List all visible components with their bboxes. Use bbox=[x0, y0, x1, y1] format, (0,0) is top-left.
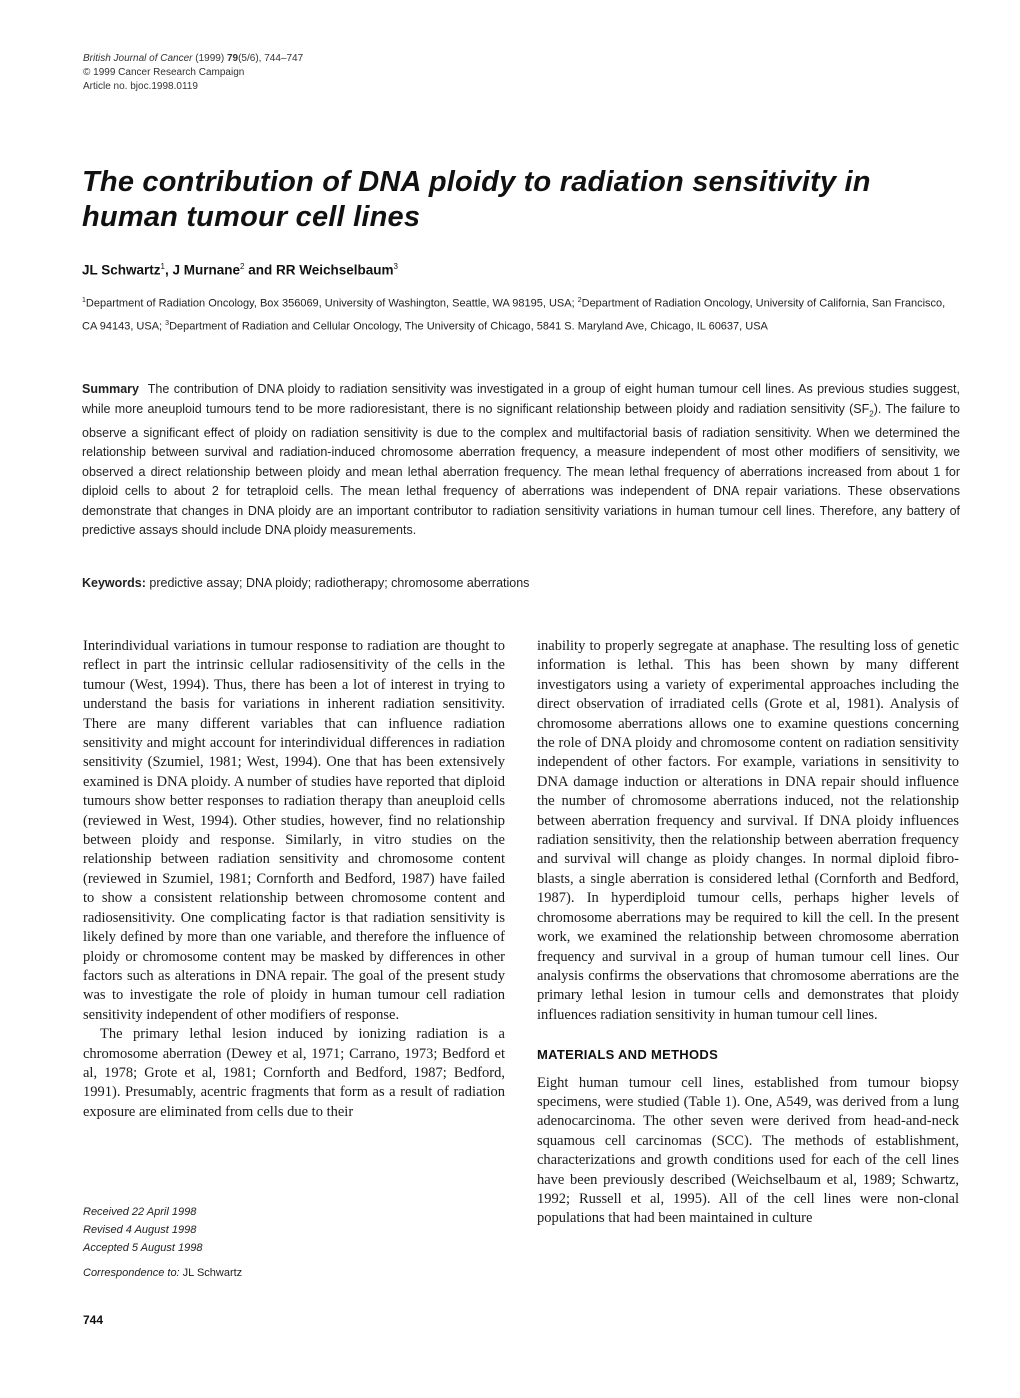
summary-text: ). The failure to observe a significant effect of ploidy on radiation sensitivity is due to the complex and multifactorial basis of radiation sensitivity. When we determined the relationship between survival and radiation-induced chromosome aberration frequency, a measure independent of most other modifiers of sensitivity, we observed a direct relationship between ploidy and mean lethal aberration frequency. The mean lethal frequency of aberrations increased from about 1 for diploid cells to about 2 for tetraploid cells. The mean lethal frequency of aberrations was independent of DNA repair variations. These observations demonstrate that changes in DNA ploidy are an important contributor to radiation sensitivity variations in human tumour cell lines. Therefore, any battery of predictive assays should include DNA ploidy measurements. bbox=[82, 401, 960, 537]
revised-date: Revised 4 August 1998 bbox=[83, 1224, 197, 1236]
copyright-line: © 1999 Cancer Research Campaign bbox=[83, 67, 245, 78]
author-list bbox=[82, 262, 398, 278]
keywords-label: Keywords: bbox=[82, 576, 146, 590]
page-number: 744 bbox=[83, 1313, 104, 1327]
summary-text: The contribution of DNA ploidy to radiation sensitivity was investigated in a group of eight human tumour cell lines. As previous studies suggest, while more aneuploid tumours tend to be more radioresistant, there is no significant relationship between ploidy and radiation sensitivity (SF bbox=[82, 382, 960, 416]
author-name: JL Schwartz bbox=[82, 262, 161, 278]
author-name: RR Weichselbaum bbox=[275, 262, 394, 278]
accepted-date: Accepted 5 August 1998 bbox=[83, 1242, 203, 1254]
body-paragraph: inability to properly segregate at anaphase. The resulting loss of genetic information is lethal. This has been shown by many different investigators using a variety of experimental approaches including the direct observation of irradiated cells (Grote et al, 1981). Analysis of chromosome aberrations allows one to examine questions concerning the role of DNA ploidy and chromosome content on radiation sensitivity independent of other factors. For example, variations in sensitivity to DNA damage induction or alterations in DNA repair should influence the number of chromosome aberrations induced, not the relationship between aberration frequency and survival. If DNA ploidy influences radiation sensitivity, then the relationship between aberration frequency and survival will change as ploidy changes. In normal diploid fibroblasts, a single aberration is considered lethal (Cornforth and Bedford, 1987). In hyperdiploid tumour cells, perhaps higher levels of chromosome aberrations may be required to kill the cell. In the present work, we examined the relationship between chromosome aberration frequency and survival in a group of human tumour cell lines. Our analysis confirms the observations that chromosome aberrations are the primary lethal lesion in tumour cells and demonstrates that ploidy influences radiation sensitivity in human tumour cell lines. bbox=[537, 638, 959, 1023]
affiliation-marker: 1 bbox=[82, 297, 86, 304]
summary-label: Summary bbox=[82, 382, 139, 396]
journal-header bbox=[83, 52, 303, 94]
correspondence bbox=[83, 1264, 242, 1282]
article-history bbox=[83, 1203, 242, 1282]
author-affiliation-marker: 1 bbox=[160, 262, 165, 271]
body-column-right bbox=[537, 637, 959, 1229]
keywords-text: predictive assay; DNA ploidy; radiotherapy; chromosome aberrations bbox=[149, 576, 530, 590]
abstract-summary bbox=[82, 380, 960, 541]
author-affiliation-marker: 2 bbox=[240, 262, 245, 271]
affiliation-marker: 2 bbox=[577, 297, 582, 304]
author-affiliation-marker: 3 bbox=[393, 262, 398, 271]
correspondence-name: JL Schwartz bbox=[179, 1267, 243, 1279]
citation-line bbox=[83, 52, 303, 66]
affiliation-text: Department of Radiation and Cellular Oncology, The University of Chicago, 5841 S. Maryland Ave, Chicago, IL 60637, USA bbox=[169, 320, 768, 333]
body-paragraph: The primary lethal lesion induced by ionizing radiation is a chromosome aberration (Dewey et al, 1971; Carrano, 1973; Bedford et al, 1978; Grote et al, 1981; Cornforth and Bedford, 1987; Bedford, 1991). Presumably, acentric fragments that form as a result of radiation exposure are eliminated from cells due to their bbox=[83, 1026, 505, 1120]
journal-name: British Journal of Cancer bbox=[83, 53, 193, 64]
affiliation-marker: 3 bbox=[165, 319, 170, 327]
journal-issue-pages: (5/6), 744–747 bbox=[238, 53, 304, 64]
affiliation-text: Department of Radiation Oncology, University of California, San Francisco, CA 94143, USA; bbox=[82, 297, 946, 333]
summary-subscript: 2 bbox=[869, 409, 874, 418]
journal-volume: 79 bbox=[226, 53, 239, 64]
author-separator: and bbox=[244, 262, 276, 278]
section-heading: MATERIALS AND METHODS bbox=[537, 1047, 719, 1063]
body-column-left bbox=[83, 637, 505, 1122]
affiliations bbox=[82, 291, 962, 336]
article-number: Article no. bjoc.1998.0119 bbox=[83, 81, 198, 92]
author-name: J Murnane bbox=[172, 262, 241, 278]
correspondence-label: Correspondence to: bbox=[83, 1267, 180, 1279]
author-separator: , bbox=[164, 262, 173, 278]
received-date: Received 22 April 1998 bbox=[83, 1206, 197, 1218]
affiliation-text: Department of Radiation Oncology, Box 356069, University of Washington, Seattle, WA 98195, USA; bbox=[85, 297, 578, 310]
journal-year: (1999) bbox=[195, 53, 225, 64]
body-paragraph: Interindividual variations in tumour response to radiation are thought to reflect in part the intrinsic cellular radiosensitivity of the cells in the tumour (West, 1994). Thus, there has been a lot of interest in trying to understand the basis for variations in inherent radiation sensitivity. There are many different variables that can influence radiation sensitivity and might account for interindividual differences in radiation sensitivity (Szumiel, 1981; West, 1994). One that has been extensively examined is DNA ploidy. A number of studies have reported that diploid tumours show better responses to radiation therapy than aneuploid cells (reviewed in West, 1994). Other studies, however, find no relationship between ploidy and response. Similarly, in vitro studies on the relationship between radiation sensitivity and chromosome content (reviewed in Szumiel, 1981; Cornforth and Bedford, 1987) have failed to show a consistent relationship between chromosome content and radiosensitivity. One complicating factor is that radiation sensitivity is likely defined by more than one variable, and therefore the influence of ploidy or chromosome content may be masked by differences in other factors such as alterations in DNA repair. The goal of the present study was to investigate the role of ploidy in human tumour cell radiation sensitivity independent of other modifiers of response. bbox=[83, 638, 505, 1023]
keywords bbox=[82, 576, 529, 590]
body-paragraph: Eight human tumour cell lines, established from tumour biopsy specimens, were studied (Table 1). One, A549, was derived from a lung adenocarcinoma. The other seven were derived from head-and-neck squamous cell carcinomas (SCC). The methods of establishment, characterizations and growth conditions used for each of the cell lines have been previously described (Weichselbaum et al, 1989; Schwartz, 1992; Russell et al, 1995). All of the cell lines were non-clonal populations that had been maintained in culture bbox=[537, 1074, 959, 1227]
article-title: The contribution of DNA ploidy to radiation sensitivity in human tumour cell lines bbox=[82, 166, 871, 233]
